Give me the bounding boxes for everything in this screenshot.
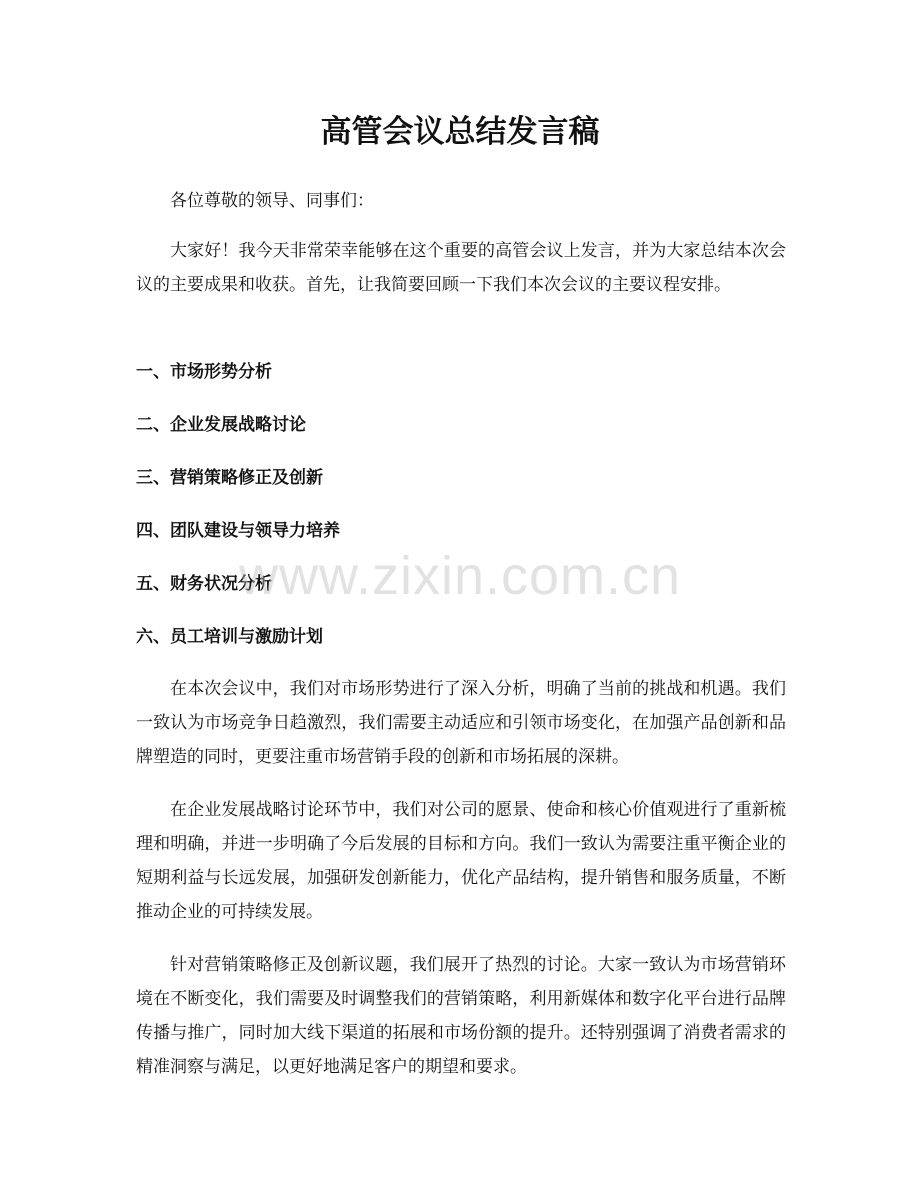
greeting-paragraph: 各位尊敬的领导、同事们： (170, 191, 374, 211)
body-paragraph-1: 在本次会议中，我们对市场形势进行了深入分析，明确了当前的挑战和机遇。我们一致认为市场竞争日趋激烈，我们需要主动适应和引领市场变化，在加强产品创新和品牌塑造的同时，更要注重市场营销手段的创新和市场拓展的深耕。 (136, 679, 786, 767)
watermark: www.zixin.com.cn (238, 546, 682, 606)
agenda-item-1: 一、市场形势分析 (136, 362, 272, 382)
document-title: 高管会议总结发言稿 (320, 114, 600, 150)
agenda-item-4: 四、团队建设与领导力培养 (136, 521, 340, 541)
agenda-item-3: 三、营销策略修正及创新 (136, 468, 323, 488)
intro-paragraph: 大家好！我今天非常荣幸能够在这个重要的高管会议上发言，并为大家总结本次会议的主要成果和收获。首先，让我简要回顾一下我们本次会议的主要议程安排。 (136, 241, 786, 295)
agenda-item-2: 二、企业发展战略讨论 (136, 415, 306, 435)
body-paragraph-2: 在企业发展战略讨论环节中，我们对公司的愿景、使命和核心价值观进行了重新梳理和明确，并进一步明确了今后发展的目标和方向。我们一致认为需要注重平衡企业的短期利益与长远发展，加强研发创新能力，优化产品结构，提升销售和服务质量，不断推动企业的可持续发展。 (136, 800, 786, 922)
agenda-item-5: 五、财务状况分析 (136, 574, 272, 594)
body-paragraph-3: 针对营销策略修正及创新议题，我们展开了热烈的讨论。大家一致认为市场营销环境在不断变化，我们需要及时调整我们的营销策略，利用新媒体和数字化平台进行品牌传播与推广，同时加大线下渠道的拓展和市场份额的提升。还特别强调了消费者需求的精准洞察与满足，以更好地满足客户的期望和要求。 (136, 955, 786, 1077)
agenda-item-6: 六、员工培训与激励计划 (136, 627, 323, 647)
